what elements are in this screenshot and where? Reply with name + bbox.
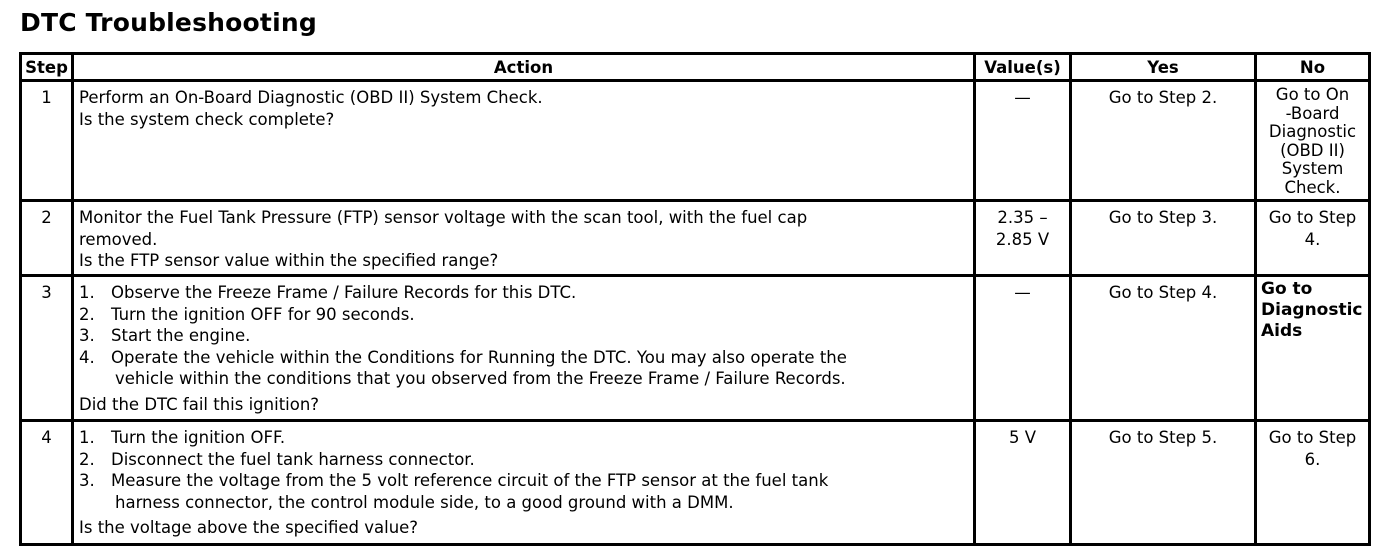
item-text: Observe the Freeze Frame / Failure Records for this DTC. [111, 283, 577, 302]
table-row [21, 421, 1370, 545]
value-cell: — [975, 276, 1071, 421]
action-question: Did the DTC fail this ignition? [79, 394, 320, 414]
action-question: Is the FTP sensor value within the specified range? [79, 251, 499, 270]
action-question: Is the voltage above the specified value? [79, 518, 419, 537]
item-text: Operate the vehicle within the Conditions for Running the DTC. You may also operate the [111, 347, 847, 367]
list-item [79, 470, 968, 513]
table-row [21, 201, 1370, 276]
item-text: Start the engine. [111, 326, 251, 345]
item-text-wrap [111, 470, 968, 513]
no-line: Diagnostic [1268, 122, 1357, 141]
page-title: DTC Troubleshooting [20, 8, 317, 37]
yes-cell: Go to Step 4. [1071, 276, 1256, 421]
action-text: removed. [79, 229, 158, 249]
dtc-troubleshooting-table [19, 52, 1371, 546]
item-number: 3. [79, 471, 95, 490]
item-text-continuation: harness connector, the control module side, to a good ground with a DMM. [115, 492, 734, 512]
yes-cell: Go to Step 5. [1071, 421, 1256, 545]
table-header-row [21, 54, 1370, 81]
list-item [79, 304, 968, 326]
no-cell [1256, 276, 1370, 421]
no-line: System [1281, 159, 1344, 178]
no-cell [1256, 81, 1370, 201]
header-yes: Yes [1071, 54, 1256, 81]
no-line: Go to On [1275, 85, 1350, 104]
value-cell: 5 V [975, 421, 1071, 545]
no-line: Aids [1261, 321, 1303, 341]
item-number: 2. [79, 449, 95, 469]
header-values: Value(s) [975, 54, 1071, 81]
item-number: 4. [79, 347, 95, 367]
header-no: No [1256, 54, 1370, 81]
item-text-wrap [111, 347, 968, 390]
no-line: -Board [1285, 103, 1340, 123]
value-cell: — [975, 81, 1071, 201]
no-cell [1256, 201, 1370, 276]
item-text: Turn the ignition OFF for 90 seconds. [111, 304, 415, 324]
no-line: Go to Step [1268, 208, 1357, 227]
step-number: 1 [21, 81, 73, 201]
list-item [79, 282, 968, 304]
action-cell [73, 81, 975, 201]
item-text: Turn the ignition OFF. [111, 428, 286, 447]
action-question: Is the system check complete? [79, 109, 335, 129]
no-cell [1256, 421, 1370, 545]
step-number: 4 [21, 421, 73, 545]
step-number: 3 [21, 276, 73, 421]
item-number: 3. [79, 326, 95, 345]
header-step: Step [21, 54, 73, 81]
table-row [21, 81, 1370, 201]
list-item [79, 427, 968, 449]
yes-cell: Go to Step 3. [1071, 201, 1256, 276]
action-steps-list [79, 282, 968, 390]
value-line: 2.85 V [995, 229, 1050, 249]
action-cell [73, 421, 975, 545]
no-line: Go to Step [1268, 428, 1357, 447]
action-steps-list [79, 427, 968, 513]
header-action: Action [73, 54, 975, 81]
no-line: 6. [1304, 449, 1321, 469]
no-line: (OBD II) [1280, 140, 1345, 160]
no-line: 4. [1304, 229, 1321, 249]
yes-cell: Go to Step 2. [1071, 81, 1256, 201]
item-number: 1. [79, 283, 95, 302]
step-number: 2 [21, 201, 73, 276]
value-line: 2.35 – [997, 208, 1048, 227]
item-number: 2. [79, 304, 95, 324]
list-item [79, 347, 968, 390]
list-item [79, 325, 968, 347]
list-item [79, 449, 968, 471]
action-text: Perform an On-Board Diagnostic (OBD II) System Check. [79, 88, 543, 107]
action-cell [73, 276, 975, 421]
no-line: Check. [1284, 177, 1341, 197]
value-cell [975, 201, 1071, 276]
no-line: Diagnostic [1261, 300, 1363, 320]
no-line: Go to [1261, 279, 1313, 299]
item-text: Measure the voltage from the 5 volt reference circuit of the FTP sensor at the fuel tank [111, 471, 829, 490]
table-row [21, 276, 1370, 421]
item-text: Disconnect the fuel tank harness connector. [111, 449, 475, 469]
action-text: Monitor the Fuel Tank Pressure (FTP) sensor voltage with the scan tool, with the fuel cap [79, 208, 808, 227]
action-cell [73, 201, 975, 276]
item-number: 1. [79, 428, 95, 447]
item-text-continuation: vehicle within the conditions that you observed from the Freeze Frame / Failure Records. [115, 369, 846, 388]
